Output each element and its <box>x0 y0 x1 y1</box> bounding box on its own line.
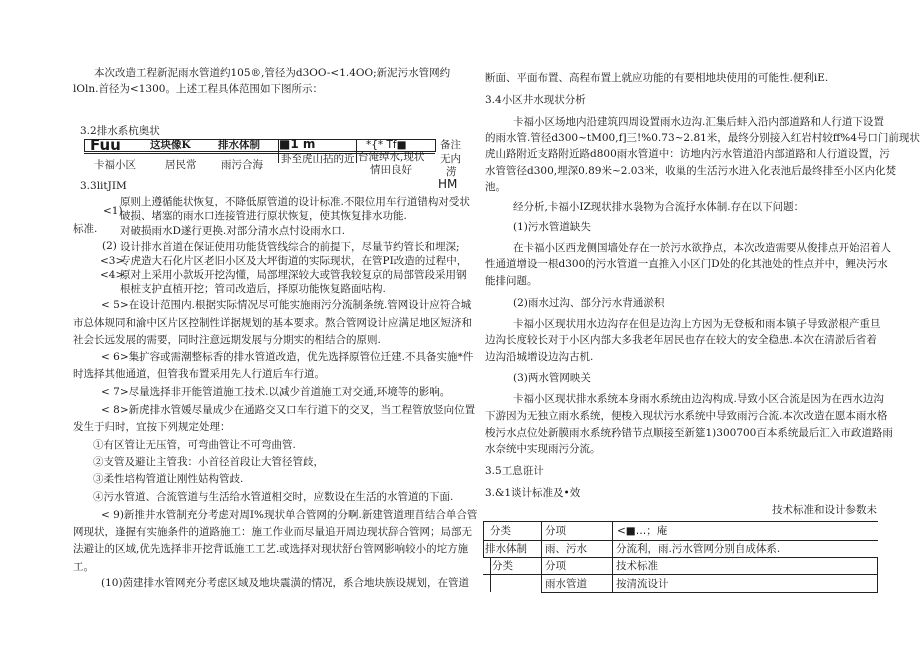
table-cell: 居民常 <box>165 159 197 171</box>
table-rule <box>541 521 542 592</box>
subheading: (2)雨水过沟、部分污水背通淤积 <box>513 297 665 309</box>
table-cell: 按清流设计 <box>616 578 669 590</box>
paragraph-line: 社会长远发展的需要，同时注意远期发展与分期实的相结合的原则. <box>73 334 381 346</box>
section-heading: 3.2排水系杭奥状 <box>80 125 160 137</box>
table-note-header: 备注 <box>440 139 461 151</box>
item-number: (2) <box>102 240 117 252</box>
paragraph-line: 梭污水点位处新膜雨水系统矜错节点顺接至新筵1)300700百本系统最后汇入市政道路雨 <box>485 427 893 439</box>
paragraph-line: 根桩支护直植开挖；管司改造后，择原功能恢复路面咕构. <box>120 283 386 295</box>
paragraph-line: 设计排水首道在保证使用功能货管线综合的前提下，尽量节约管长和埋深; <box>120 241 460 253</box>
table-rule <box>483 540 878 541</box>
paragraph-line: 标准. <box>73 223 98 235</box>
paragraph-line: 水管管径d300,埋深0.89米~2.03米，收巢的生活污水进入化表池后最终排至小区内化焚 <box>485 165 897 177</box>
table-header-cell: 分类 <box>490 525 511 537</box>
table-cell: 情田良好 <box>370 164 412 176</box>
section-heading: 3.4小区井水现状分析 <box>485 94 586 106</box>
table-rule <box>483 521 484 557</box>
paragraph-line: 性通道增设一根d300的污水管道一直推入小区门D处的化其池处的性点并中，鲤决污水 <box>485 258 888 270</box>
paragraph-line: lOln.首径为<1300。上述工程具体范围如下图所示： <box>73 83 323 95</box>
paragraph-line: 的雨水管.管径d300~tM00,f]三!%0.73~2.81米，最终分别接入红岩村较ff%4号口门前现状 <box>485 132 920 144</box>
item-number: <4> <box>100 269 125 281</box>
table-cell: 技术标准 <box>616 560 658 572</box>
table-header-cell: ■1 m <box>279 137 316 151</box>
paragraph-line: 卡福小区现状排水系统本身雨水系统由边沟构成.导致小区合流是因为在西水边沟 <box>513 393 884 405</box>
table-rule <box>278 139 279 163</box>
item-number: <3> <box>100 255 125 267</box>
table-cell: 分流利，雨.污水管网分别自成体系. <box>616 543 781 555</box>
table-cell: 雨水管道 <box>545 578 587 590</box>
section-heading: 3.&1谈计标准及•效 <box>485 487 581 499</box>
paragraph-line: 对破损雨水D遂行更换.对部分清水点忖设雨水口. <box>120 225 346 237</box>
list-item: ④污水管道、合流管道与生活给水管道相交时，应数设在生活的水管道的下面. <box>93 491 454 503</box>
paragraph-line: < 6>集扩容或需潮整标香的排水管道改造，优先选择原管位迁建.不具备实施*件 <box>101 351 474 363</box>
table-rule <box>541 592 878 593</box>
paragraph-line: 发生于归时，宜按下列规定处理： <box>73 421 231 433</box>
paragraph-line: (10)茵建排水管网充分考虑区域及地块震潢的情况，系合地块族设规划，在管道 <box>101 577 470 589</box>
paragraph-line: 原则上遵循能状恢复，不降低原管道的设计标准.不限位用车行道错构对受状 <box>120 196 470 208</box>
table-rule <box>356 139 357 163</box>
table-cell: 分类 <box>492 560 513 572</box>
table-header-cell: 分项 <box>545 525 566 537</box>
paragraph-line: 专虎造大石化片区老旧小区及大坪街道的实际现状，在管PI改造的过程中， <box>120 255 468 267</box>
paragraph-line: 池。 <box>485 181 506 193</box>
paragraph-line: 本次改造工程新泥雨水管道约105®,管径为d3OO-<1.4OO;新泥污水管网约 <box>94 67 451 79</box>
table-caption: 技术标准和设计参数未 <box>772 504 877 516</box>
subheading: (1)污水管道缺失 <box>513 221 591 233</box>
table-header-cell: <■…；庵 <box>617 525 668 537</box>
table-cell: 排水体制 <box>485 543 527 555</box>
paragraph-line: 时选择其他通道，但管我布置采用先人行道后车行道。 <box>73 368 325 380</box>
paragraph-line: 边沟长度较长对于小区内部大多我老年居民也存在较大的安全稳患.本次在清淤后省着 <box>485 334 877 346</box>
table-rule <box>483 557 878 558</box>
paragraph-line: 在卡福小区西龙侧国墙处存在一於污水欲挣点，本次改造需要从俊排点开始沼着人 <box>513 242 891 254</box>
table-header-cell: 排水体制 <box>218 139 260 151</box>
list-item: ③柔性培构管道让刚性姑构管歧. <box>93 473 244 485</box>
paragraph-line: 市总体规同和渝中区片区控制性详据规划的基本要求。熬合管网设计应满足地区短济和 <box>73 317 472 329</box>
paragraph-line: 网现状，逢握有实施条件的道路施工：施工作业而尽量追开周边现状辞合管网；局部无 <box>73 526 472 538</box>
table-cell: 卡福小区 <box>94 159 136 171</box>
table-cell: 卦至虎山拈的近 <box>281 153 355 165</box>
table-cell: 涝 <box>446 166 457 178</box>
table-rule <box>490 557 491 592</box>
table-cell: 无内 <box>440 153 461 165</box>
paragraph-line: 破损、堵塞的雨水口连接管进行原状恢复，使其恢复排水功能. <box>120 210 407 222</box>
paragraph-line: 原对上采用小款坂开挖沟懂，局部埋深较大或管我较复京的局部管段采用钢 <box>120 269 467 281</box>
paragraph-line: 经分析,卡福小IZ现状排水袅物为合流抒水体制.存在以下问题： <box>513 201 805 213</box>
table-cell: 台淹绰水,现状 <box>358 151 425 163</box>
table-cell: 雨污合海 <box>221 159 263 171</box>
paragraph-line: < 8>新虎排水管媛尽量成少在通路交又口车行道下的交叉，当工程管放竖向位置 <box>101 404 476 416</box>
table-cell: 雨、污水 <box>545 543 587 555</box>
paragraph-line: 能排问题。 <box>485 275 538 287</box>
section-heading: 3.3litJIM <box>80 180 127 192</box>
paragraph-line: < 9)新推井水管制充分考虑对周I%现状单合管网的分啊.新建管道理苜结合单合管 <box>101 509 478 521</box>
list-item: ②支管及避让主管我：小首径首段让大管径管歧， <box>93 456 324 468</box>
table-header-cell: *{* Tf■ <box>366 139 407 151</box>
paragraph-line: 卡福小区现状用水边沟存在但是边沟上方因为无登板和雨本镇子导致淤根产重旦 <box>513 318 881 330</box>
paragraph-line: < 5>在设计范围内.根据实际情况尽可能实施雨污分流制条统.管网设计应符合城 <box>101 299 472 311</box>
section-heading: 3.5工息诳计 <box>485 465 544 477</box>
paragraph-line: 边沟沿城增设边沟古机. <box>485 351 594 363</box>
table-cell: 分项 <box>545 560 566 572</box>
paragraph-line: 断面、平面布置、高程布置上就应功能的有要相地块使用的可能性.便利iE. <box>485 72 829 84</box>
paragraph-line: 下游因为无独立雨水系统，便梭入现状污水系统中导致雨污合流.本次改造在愿本雨水格 <box>485 410 888 422</box>
paragraph-line: 水奈统中实现雨污分流。 <box>485 443 601 455</box>
paragraph-line: 法避让的区域,优先选择非开挖背诋施工工艺.或选择对现状舒台管网影响较小的坨方施 <box>73 543 469 555</box>
item-number: <1) <box>103 205 123 217</box>
table-header-cell: Fuu <box>90 136 121 154</box>
paragraph-line: < 7>尽量选择非开能管道施工技术.以减少首道施工对交通,环境等的影响。 <box>101 386 451 398</box>
paragraph-line: 工。 <box>73 561 94 573</box>
margin-mark: HM <box>438 177 458 191</box>
table-rule <box>877 557 878 592</box>
table-header-cell: 这块像K <box>150 139 191 151</box>
table-rule <box>612 521 613 592</box>
paragraph-line: 卡福小区场地内沿建筑四周设置雨水边沟.汇集后蚌入沿内部道路和人行道下设置 <box>513 116 884 128</box>
table-rule <box>483 574 878 575</box>
list-item: ①有区管让无压管，可弯曲管让不可弯曲管. <box>93 439 296 451</box>
paragraph-line: 虎山路附近支路附近路d800雨水管道中：访地内污水管道沿内部道路和人行道设置，污 <box>485 148 890 160</box>
subheading: (3)两水管网映关 <box>513 372 591 384</box>
table-rule <box>483 521 878 522</box>
